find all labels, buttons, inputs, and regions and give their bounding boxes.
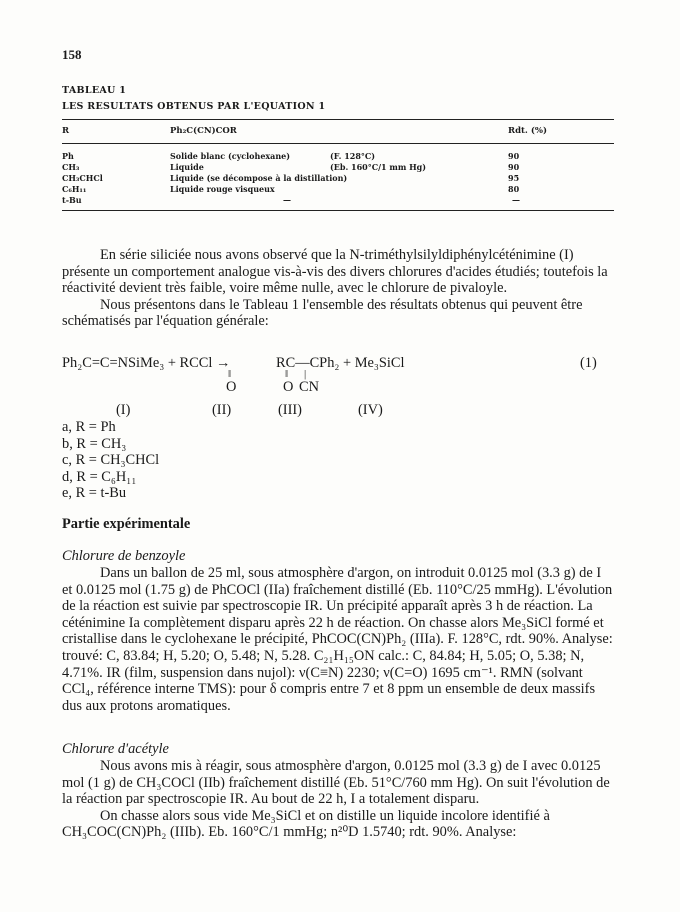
subsection-heading: Chlorure de benzoyle [62,548,186,564]
table-cell-desc: Solide blanc (cyclohexane) [170,151,291,161]
compound-label: (IV) [358,402,383,418]
table-cell-r: CH₃CHCl [62,173,103,183]
table-top-rule [62,119,614,120]
substituent-list [62,419,159,502]
section-heading: Partie expérimentale [62,516,191,532]
list-item: c, R = CH₃CHCl [62,452,160,469]
double-bond-mark: ‖ [285,368,289,380]
list-item: d, R = C₆H₁₁ [62,468,137,485]
equation-number: (1) [580,355,597,371]
table-header-rule [62,143,614,144]
table-cell-r: CH₃ [62,162,80,172]
acetyle-text [62,758,614,841]
equation-products: RC—CPh₂ + Me₃SiCl [276,355,405,371]
table-title: LES RESULTATS OBTENUS PAR L'EQUATION 1 [62,101,326,112]
experimental-paragraph: On chasse alors sous vide Me₃SiCl et on distille un liquide incolore identifié à CH₃COC(CN)Ph₂ (IIIb). Eb. 160°C/1 mmHg; n²⁰D 1.5740; rdt. 90%. Analyse: [62,807,550,841]
table-label: TABLEAU 1 [62,85,127,96]
table-cell-yield: — [512,195,520,205]
equation-oxygen: O [283,379,294,395]
table-header-compound: Ph₂C(CN)COR [170,126,237,136]
equation-cyano: CN [299,379,319,395]
equation-reactants: Ph₂C=C=NSiMe₃ + RCCl → [62,355,231,371]
table-cell-note: (Eb. 160°C/1 mm Hg) [330,162,427,172]
table-cell-desc: Liquide rouge visqueux [170,184,275,194]
table-header-yield: Rdt. (%) [508,126,547,136]
table-cell-r: Ph [62,151,74,161]
double-bond-mark: ‖ [228,368,232,380]
intro-paragraph-1: En série siliciée nous avons observé que la N-triméthylsilyldiphénylcéténimine (I) présente un comportement analogue vis-à-vis des divers chlorures d'acides étudiés; toutefois la réactivité devient très faible, voire même nulle, avec le chlorure de pivaloyle. [62,247,608,297]
table-cell-r: t-Bu [62,195,82,205]
list-item: e, R = t-Bu [62,485,127,502]
table-cell-yield: 90 [508,162,520,172]
page-number: 158 [62,47,82,62]
compound-label: (III) [278,402,302,418]
benzoyle-text [62,565,614,714]
experimental-paragraph: Dans un ballon de 25 ml, sous atmosphère d'argon, on introduit 0.0125 mol (3.3 g) de I et 0.0125 mol (1.75 g) de PhCOCl (IIa) fraîchement distillé (Eb. 110°C/25 mmHg). L'évolution de la réaction est suivie par spectroscopie IR. Un précipité apparaît après 3 h de réaction. La céténimine Ia complètement disparu après 22 h de réaction. On chasse alors Me₃SiCl formé et cristallise dans le cyclohexane le précipité, PhCOC(CN)Ph₂ (IIIa). F. 128°C, rdt. 90%. Analyse: trouvé: C, 83.84; H, 5.20; O, 5.48; N, 5.28. C₂₁H₁₅ON calc.: C, 84.84; H, 5.05; O, 5.38; N, 4.71%. IR (film, suspension dans nujol): ν(C≡N) 2230; ν(C=O) 1695 cm⁻¹. RMN (solvant CCl₄, référence interne TMS): pour δ compris entre 7 et 8 ppm un ensemble de deux massifs dus aux protons aromatiques. [62,565,613,714]
intro-paragraph-2: Nous présentons dans le Tableau 1 l'ensemble des résultats obtenus qui peuvent être schématisés par l'équation générale: [62,296,583,330]
intro-text [62,247,614,330]
compound-label: (II) [212,402,232,418]
table-cell-yield: 80 [508,184,520,194]
experimental-paragraph: Nous avons mis à réagir, sous atmosphère d'argon, 0.0125 mol (3.3 g) de I avec 0.0125 mol (1 g) de CH₃COCl (IIb) fraîchement distillé (Eb. 51°C/760 mm Hg). On suit l'évolution de la réaction par spectroscopie IR. Au bout de 22 h, I a totalement disparu. [62,758,610,808]
table-header-r: R [62,126,70,136]
table-cell-desc: Liquide (se décompose à la distillation) [170,173,348,183]
single-bond-mark: | [304,368,307,380]
table-cell-desc: Liquide [170,162,204,172]
table-bottom-rule [62,210,614,211]
list-item: b, R = CH₃ [62,435,127,452]
list-item: a, R = Ph [62,419,116,435]
table-cell-yield: 95 [508,173,520,183]
equation-oxygen: O [226,379,237,395]
table-cell-r: C₆H₁₁ [62,184,87,194]
compound-label: (I) [116,402,131,418]
table-cell-desc: — [283,195,291,205]
table-cell-note: (F. 128°C) [330,151,376,161]
subsection-heading: Chlorure d'acétyle [62,741,169,757]
table-cell-yield: 90 [508,151,520,161]
